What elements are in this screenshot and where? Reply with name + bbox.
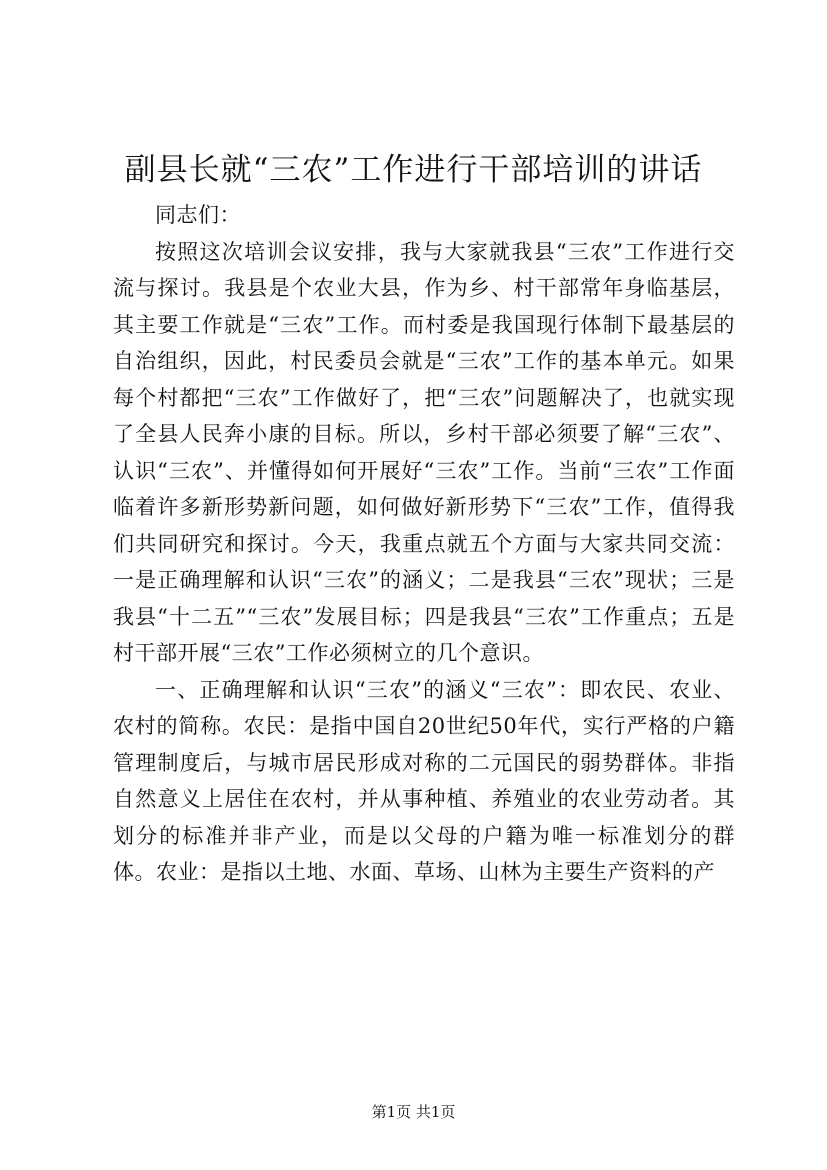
paragraph-intro: 按照这次培训会议安排，我与大家就我县“三农”工作进行交流与探讨。我县是个农业大县，作为乡、村干部常年身临基层，其主要工作就是“三农”工作。而村委是我国现行体制下最基层的自治组织，因此，村民委员会就是“三农”工作的基本单元。如果每个村都把“三农”工作做好了，把“三农”问题解决了，也就实现了全县人民奔小康的目标。所以，乡村干部必须要了解“三农”、认识“三农”、并懂得如何开展好“三农”工作。当前“三农”工作面临着许多新形势新问题，如何做好新形势下“三农”工作，值得我们共同研究和探讨。今天，我重点就五个方面与大家共同交流：一是正确理解和认识“三农”的涵义；二是我县“三农”现状；三是我县“十二五”“三农”发展目标；四是我县“三农”工作重点；五是村干部开展“三农”工作必须树立的几个意识。: [113, 239, 735, 665]
page-number-footer: 第1页 共1页: [371, 1103, 456, 1121]
document-body: [113, 197, 735, 891]
document-title: 副县长就“三农”工作进行干部培训的讲话: [124, 152, 703, 188]
paragraph-section-one: 一、正确理解和认识“三农”的涵义“三农”：即农民、农业、农村的简称。农民：是指中国自20世纪50年代，实行严格的户籍管理制度后，与城市居民形成对称的二元国民的弱势群体。非指自然意义上居住在农村，并从事种植、养殖业的农业劳动者。其划分的标准并非产业，而是以父母的户籍为唯一标准划分的群体。农业：是指以土地、水面、草场、山林为主要生产资料的产: [113, 677, 735, 884]
salutation: 同志们：: [155, 203, 241, 227]
